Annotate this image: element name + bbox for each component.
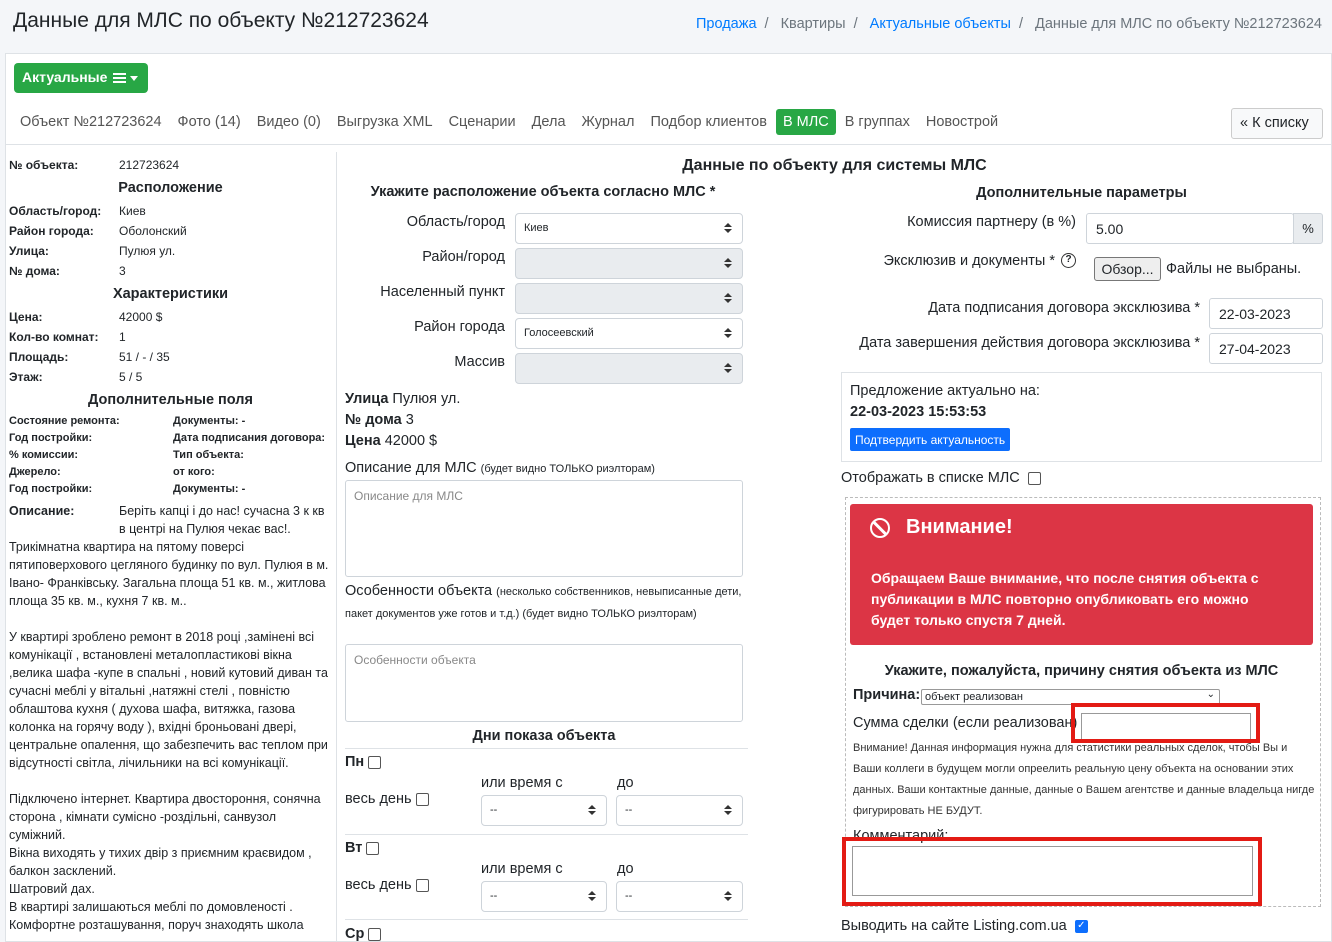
tab-scenarios[interactable]: Сценарии bbox=[448, 114, 516, 130]
actual-dropdown-button[interactable]: Актуальные bbox=[14, 63, 148, 93]
tuesday-from-select[interactable]: -- bbox=[481, 881, 607, 912]
extra-params-title: Дополнительные параметры bbox=[976, 185, 1187, 201]
select-arrows-icon bbox=[588, 805, 596, 815]
object-summary: № объекта: 212723624 Расположение Область/город: Киев Район города: Оболонский Улица: Пулюя ул. № дома: 3 Характеристики Цена: 42000 $ Кол-во комнат: 1 Площадь: 51 / - / 35 Этаж: 5 / 5 Дополнительные поля Состояние ремонта: Документы: - Год постройки: Дата подписания договора: % комиссии: Тип объекта: Джерело: от кого: Год постройки: Документы: - Описание: Беріть капці і до нас! сучасна 3 к кв в центрі на Пулюя чекає вас!. Трикімнатна квартира на пятому поверсі пятиповерхового цегляного будинку по вул. Пулюя в м. Івано- Франківську. Загальна площа 51 кв. м., житлова площа 35 кв. м., кухня 7 кв. м.. У квартирі зроблено ремонт в 2018 році ,замінені всі комунікації , встановлені металопластикові вікна ,велика шафа -купе в спальні , новий кутовий диван та сучасні меблі у вітальні ,натяжні стелі , повністю облаштова кухня ( духова шафа, витяжка, газова колонка на горячу воду ), вхідні броньовані двері, центральне опалення, що забезпечить вас теплом при відсутності світла, лічильники на всі комунікації. Підключено інтернет. Квартира двостороння, сонячна сторона , кімнати сумісно -роздільні, санвузол суміжний. Вікна виходять у тихих двір з приємним краєвидом , балкон засклений. Шатровий дах. В квартирі залишаються меблі по домовленості . Комфортне розташування, поруч знаходять школа bbox=[9, 155, 332, 934]
sign-date-input[interactable]: 22-03-2023 bbox=[1209, 298, 1323, 329]
tab-photo[interactable]: Фото (14) bbox=[177, 114, 241, 130]
district-select[interactable] bbox=[515, 248, 743, 279]
tab-tasks[interactable]: Дела bbox=[531, 114, 566, 130]
menu-icon bbox=[113, 71, 126, 85]
select-arrows-icon bbox=[724, 223, 732, 233]
tab-bar bbox=[13, 109, 1007, 137]
address-summary: Улица Пулюя ул. № дома 3 Цена 42000 $ bbox=[345, 391, 461, 449]
reason-select[interactable]: объект реализован ⌄ bbox=[921, 689, 1220, 705]
settlement-select[interactable] bbox=[515, 283, 743, 314]
warning-alert: Внимание! Обращаем Ваше внимание, что после снятия объекта с публикации в МЛС повторно опубликовать его можно будет только спустя 7 дней. bbox=[850, 504, 1313, 645]
tab-video[interactable]: Видео (0) bbox=[256, 114, 321, 130]
breadcrumb-apartments: Квартиры bbox=[780, 16, 846, 32]
location-heading: Расположение bbox=[118, 180, 223, 196]
page-title: Данные для МЛС по объекту №212723624 bbox=[13, 9, 429, 32]
mls-description-textarea[interactable]: Описание для МЛС bbox=[345, 480, 743, 577]
tab-clients[interactable]: Подбор клиентов bbox=[650, 114, 767, 130]
select-arrows-icon bbox=[724, 258, 732, 268]
monday-checkbox[interactable] bbox=[368, 756, 381, 769]
tab-xml[interactable]: Выгрузка XML bbox=[336, 114, 433, 130]
confirm-actuality-button[interactable]: Подтвердить актуальность bbox=[850, 428, 1010, 451]
breadcrumb: Продажа / Квартиры / Актуальные объекты / Данные для МЛС по объекту №212723624 bbox=[695, 16, 1322, 32]
massif-select[interactable] bbox=[515, 353, 743, 384]
tab-object[interactable]: Объект №212723624 bbox=[20, 114, 162, 130]
select-arrows-icon bbox=[724, 328, 732, 338]
caret-down-icon bbox=[130, 76, 138, 81]
help-icon[interactable]: ? bbox=[1061, 253, 1076, 268]
commission-input[interactable]: 5.00 bbox=[1086, 213, 1294, 244]
extra-fields-heading: Дополнительные поля bbox=[88, 392, 253, 408]
breadcrumb-actual[interactable]: Актуальные объекты bbox=[869, 16, 1011, 32]
features-textarea[interactable]: Особенности объекта bbox=[345, 644, 743, 722]
show-in-mls-checkbox[interactable] bbox=[1028, 472, 1041, 485]
select-arrows-icon bbox=[724, 293, 732, 303]
monday-to-select[interactable]: -- bbox=[616, 795, 743, 826]
tab-mls[interactable]: В МЛС bbox=[776, 109, 836, 135]
characteristics-heading: Характеристики bbox=[112, 286, 229, 302]
tuesday-allday-checkbox[interactable] bbox=[416, 879, 429, 892]
monday-allday-checkbox[interactable] bbox=[416, 793, 429, 806]
back-to-list-button[interactable]: « К списку bbox=[1231, 108, 1323, 139]
wednesday-checkbox[interactable] bbox=[368, 928, 381, 941]
tab-journal[interactable]: Журнал bbox=[581, 114, 635, 130]
end-date-input[interactable]: 27-04-2023 bbox=[1209, 333, 1323, 364]
tuesday-to-select[interactable]: -- bbox=[616, 881, 743, 912]
region-select[interactable]: Киев bbox=[515, 213, 743, 244]
mls-section-title: Данные по объекту для системы МЛС bbox=[682, 157, 987, 174]
show-days-title: Дни показа объекта bbox=[472, 728, 616, 744]
chevron-down-icon: ⌄ bbox=[1206, 689, 1215, 700]
select-arrows-icon bbox=[724, 363, 732, 373]
object-description: Описание: Беріть капці і до нас! сучасна 3 к кв в центрі на Пулюя чекає вас!. Трикімнатна квартира на пятому поверсі пятиповерхового цегляного будинку по вул. Пулюя в м. Івано- Франківську. Загальна площа 51 кв. м., житлова площа 35 кв. м., кухня 7 кв. м.. У квартирі зроблено ремонт в 2018 році ,замінені всі комунікації , встановлені металопластикові вікна ,велика шафа -купе в спальні , новий кутовий диван та сучасні меблі у вітальні ,натяжні стелі , повністю облаштова кухня ( духова шафа, витяжка, газова колонка на горячу воду ), вхідні броньовані двері, центральне опалення, що забезпечить вас теплом при відсутності світла, лічильники на всі комунікації. Підключено інтернет. Квартира двостороння, сонячна сторона , кімнати сумісно -роздільні, санвузол суміжний. Вікна виходять у тихих двір з приємним краєвидом , балкон засклений. Шатровий дах. В квартирі залишаються меблі по домовленості . Комфортне розташування, поруч знаходять школа bbox=[9, 504, 329, 932]
monday-from-select[interactable]: -- bbox=[481, 795, 607, 826]
tab-newbuild[interactable]: Новострой bbox=[925, 114, 999, 130]
breadcrumb-sales[interactable]: Продажа bbox=[695, 16, 757, 32]
ban-icon bbox=[870, 518, 890, 538]
tab-groups[interactable]: В группах bbox=[844, 114, 910, 130]
listing-checkbox[interactable]: ✓ bbox=[1075, 920, 1088, 933]
select-arrows-icon bbox=[724, 805, 732, 815]
select-arrows-icon bbox=[588, 891, 596, 901]
select-arrows-icon bbox=[724, 891, 732, 901]
no-files-text: Файлы не выбраны. bbox=[1166, 261, 1302, 277]
location-mls-title: Укажите расположение объекта согласно МЛС * bbox=[370, 184, 716, 200]
browse-file-button[interactable]: Обзор... bbox=[1094, 257, 1161, 281]
city-district-select[interactable]: Голосеевский bbox=[515, 318, 743, 349]
tuesday-checkbox[interactable] bbox=[366, 842, 379, 855]
breadcrumb-current: Данные для МЛС по объекту №212723624 bbox=[1035, 16, 1322, 32]
